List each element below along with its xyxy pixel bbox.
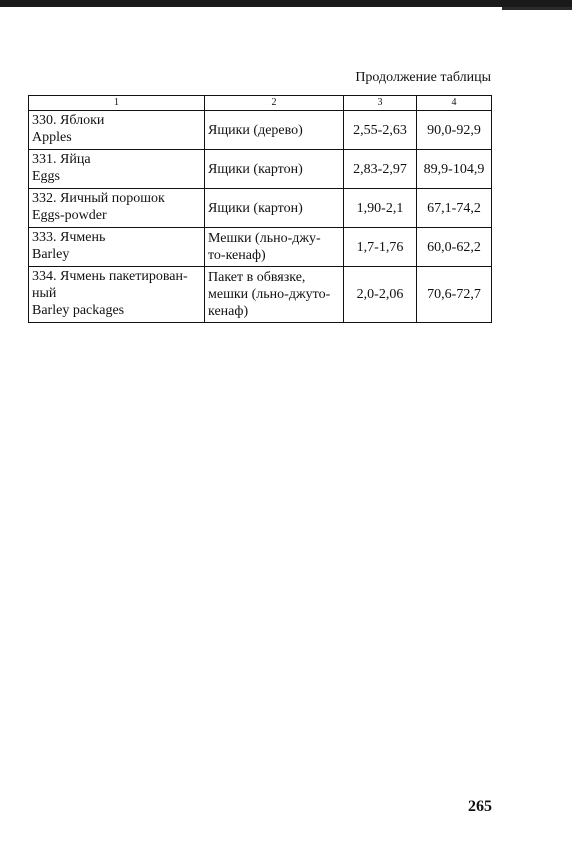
column-header-2: 2 <box>205 96 344 111</box>
table-row <box>29 228 492 267</box>
table-row <box>29 111 492 150</box>
packaging-text: мешки (льно-джуто- <box>208 287 331 302</box>
column-header-4: 4 <box>417 96 492 111</box>
table-row <box>29 267 492 323</box>
packaging-text: Мешки (льно-джу- <box>208 231 321 246</box>
column-header-1: 1 <box>29 96 205 111</box>
cargo-name-ru: 330. Яблоки <box>32 113 105 128</box>
cargo-name-cell <box>29 228 205 267</box>
cargo-name-ru: 331. Яйца <box>32 152 91 167</box>
cargo-name-cell <box>29 150 205 189</box>
column-4-value: 89,9-104,9 <box>417 150 492 189</box>
cargo-name-en: Barley <box>32 247 70 262</box>
top-scan-border-shadow <box>502 7 572 10</box>
column-3-value: 1,7-1,76 <box>344 228 417 267</box>
page-number: 265 <box>468 798 492 815</box>
packaging-text: Пакет в обвязке, <box>208 270 306 285</box>
cargo-table <box>28 95 492 323</box>
column-3-value: 2,83-2,97 <box>344 150 417 189</box>
packaging-cell <box>205 228 344 267</box>
cargo-name-en: Eggs-powder <box>32 208 107 223</box>
packaging-cell <box>205 189 344 228</box>
packaging-cell <box>205 150 344 189</box>
packaging-cell <box>205 111 344 150</box>
column-4-value: 67,1-74,2 <box>417 189 492 228</box>
packaging-text: Ящики (картон) <box>208 161 303 177</box>
column-4-value: 60,0-62,2 <box>417 228 492 267</box>
cargo-name-cell <box>29 189 205 228</box>
column-3-value: 1,90-2,1 <box>344 189 417 228</box>
top-scan-border <box>0 0 572 7</box>
cargo-name-cell <box>29 111 205 150</box>
packaging-cell <box>205 267 344 323</box>
column-3-value: 2,0-2,06 <box>344 267 417 323</box>
column-4-value: 70,6-72,7 <box>417 267 492 323</box>
cargo-name-ru: 334. Ячмень пакетирован- <box>32 269 188 284</box>
cargo-name-cell <box>29 267 205 323</box>
column-header-3: 3 <box>344 96 417 111</box>
cargo-name-en: Eggs <box>32 169 60 184</box>
cargo-name-ru: 332. Яичный порошок <box>32 191 165 206</box>
table-continuation-caption: Продолжение таблицы <box>355 70 491 85</box>
cargo-name-en: Apples <box>32 130 72 145</box>
table-row <box>29 150 492 189</box>
cargo-name-en: Barley packages <box>32 303 125 318</box>
packaging-text: Ящики (дерево) <box>208 122 303 138</box>
packaging-text: Ящики (картон) <box>208 200 303 216</box>
table-header-row <box>29 96 492 111</box>
packaging-text: то-кенаф) <box>208 248 266 263</box>
column-4-value: 90,0-92,9 <box>417 111 492 150</box>
cargo-name-ru: 333. Ячмень <box>32 230 106 245</box>
column-3-value: 2,55-2,63 <box>344 111 417 150</box>
cargo-name-ru-continued: ный <box>32 286 57 301</box>
packaging-text: кенаф) <box>208 304 249 319</box>
table-row <box>29 189 492 228</box>
